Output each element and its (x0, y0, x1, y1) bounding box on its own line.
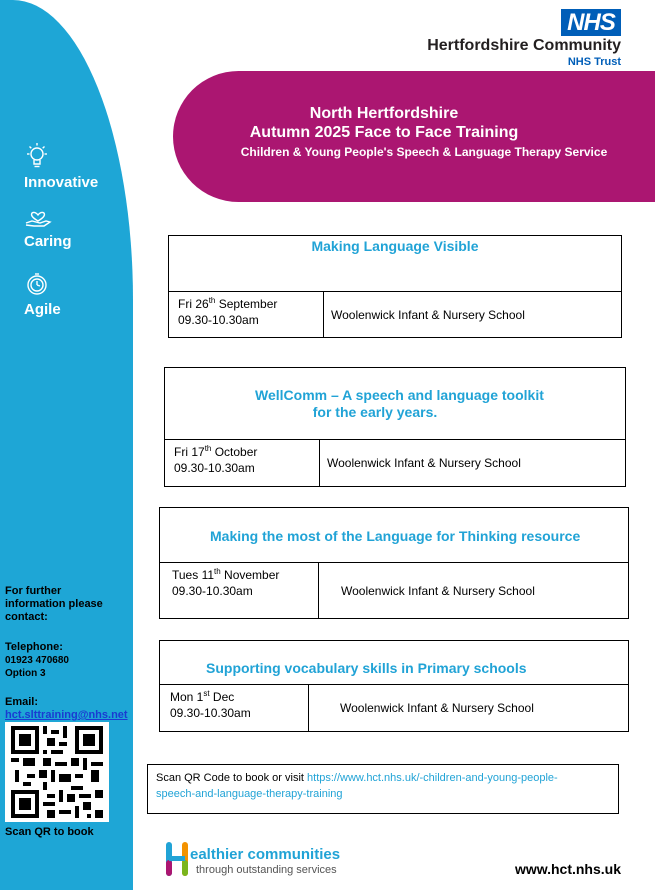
course-title (210, 528, 580, 545)
course-title-line: WellComm – A speech and language toolkit (255, 387, 544, 403)
value-label: Caring (24, 233, 72, 250)
booking-text: Scan QR Code to book or visit (156, 772, 308, 784)
course-time: 09.30-10.30am (172, 584, 253, 598)
value-caring (24, 205, 72, 250)
date-month: Dec (209, 690, 235, 704)
course-title-line: Making the most of the Language for Thinking resource (210, 528, 581, 544)
value-label: Innovative (24, 174, 99, 191)
email-link[interactable]: hct.slttraining@nhs.net (5, 709, 128, 721)
course-title (206, 660, 527, 677)
course-session-row (169, 291, 621, 337)
course-title-line: Making Language Visible (311, 238, 479, 254)
course-date (160, 563, 319, 618)
logo-text: ealthier communities (190, 846, 341, 863)
banner-line-1: North Hertfordshire (309, 105, 459, 122)
banner-line-3: Children & Young People's Speech & Language Therapy Service (240, 145, 608, 159)
qr-code[interactable] (5, 722, 109, 822)
course-time: 09.30-10.30am (178, 313, 259, 327)
booking-note (147, 764, 619, 814)
org-name: Hertfordshire Community (427, 37, 621, 54)
date-suffix: th (204, 444, 212, 453)
date-month: October (211, 445, 258, 459)
booking-url-part2: speech-and-language-therapy-training (156, 788, 343, 800)
email-label: Email: (5, 696, 39, 708)
date-day: Mon 1 (170, 690, 204, 704)
course-date (160, 685, 309, 731)
course-date (165, 440, 320, 486)
course-session-row (160, 562, 628, 618)
course-time: 09.30-10.30am (174, 461, 255, 475)
org-subtitle: NHS Trust (567, 56, 621, 68)
title-banner (173, 71, 655, 202)
course-session-row (165, 439, 625, 486)
course-title (169, 238, 621, 255)
contact-email (5, 696, 128, 722)
telephone-number: 01923 470680 (5, 655, 69, 666)
course-venue: Woolenwick Infant & Nursery School (327, 456, 521, 470)
course-venue: Woolenwick Infant & Nursery School (341, 583, 535, 598)
date-suffix: th (208, 296, 216, 305)
course-card (159, 507, 629, 619)
contact-intro-line: contact: (5, 611, 48, 623)
date-month: November (220, 568, 280, 582)
contact-intro-line: For further (5, 585, 62, 597)
value-agile (24, 271, 61, 318)
date-day: Fri 26 (178, 297, 209, 311)
course-title (255, 387, 544, 421)
course-date (169, 292, 324, 337)
contact-telephone (5, 641, 69, 680)
value-innovative (24, 142, 98, 191)
lightbulb-icon (24, 142, 50, 170)
course-venue: Woolenwick Infant & Nursery School (331, 307, 525, 322)
logo-tagline: through outstanding services (196, 864, 337, 876)
telephone-option: Option 3 (5, 668, 46, 679)
course-title-line: for the early years. (312, 404, 438, 420)
course-title-line: Supporting vocabulary skills in Primary schools (206, 660, 527, 676)
contact-intro (5, 585, 103, 624)
date-day: Fri 17 (174, 445, 205, 459)
course-time: 09.30-10.30am (170, 706, 251, 720)
heart-hand-icon (24, 205, 52, 229)
course-card (159, 640, 629, 732)
course-venue: Woolenwick Infant & Nursery School (340, 701, 534, 715)
contact-intro-line: information please (5, 598, 103, 610)
date-suffix: th (214, 567, 221, 576)
nhs-logo: NHS (561, 9, 621, 36)
course-session-row (160, 684, 628, 731)
banner-line-2: Autumn 2025 Face to Face Training (249, 124, 519, 141)
course-card (168, 235, 622, 338)
qr-label: Scan QR to book (5, 826, 94, 838)
stopwatch-icon (24, 271, 50, 297)
telephone-label: Telephone: (5, 641, 63, 653)
date-suffix: st (203, 689, 210, 698)
date-month: September (215, 297, 278, 311)
booking-url-part1: https://www.hct.nhs.uk/-children-and-young-people- (307, 772, 558, 784)
footer-website[interactable]: www.hct.nhs.uk (514, 861, 621, 877)
course-card (164, 367, 626, 487)
value-label: Agile (24, 301, 61, 318)
date-day: Tues 11 (172, 568, 215, 582)
